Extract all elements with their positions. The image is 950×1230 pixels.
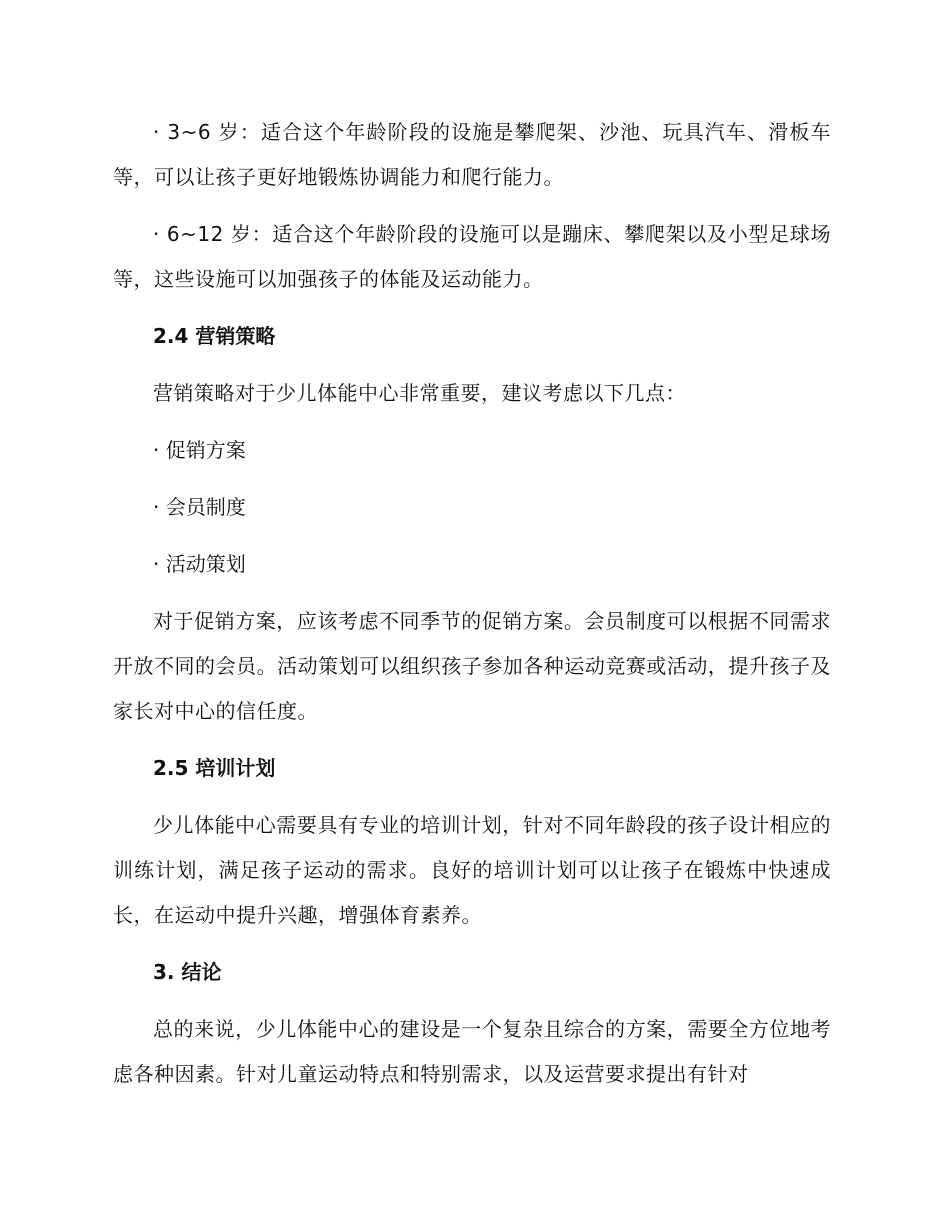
paragraph-training: 少儿体能中心需要具有专业的培训计划，针对不同年龄段的孩子设计相应的训练计划，满足孩子运动的需求。良好的培训计划可以让孩子在锻炼中快速成长，在运动中提升兴趣，增强体育素养。 xyxy=(113,813,831,927)
bullet-item-events: · 活动策划 xyxy=(153,552,246,576)
bullet-item-promotion: · 促销方案 xyxy=(153,438,246,462)
paragraph-marketing-detail: 对于促销方案，应该考虑不同季节的促销方案。会员制度可以根据不同需求开放不同的会员。活动策划可以组织孩子参加各种运动竞赛或活动，提升孩子及家长对中心的信任度。 xyxy=(113,609,831,723)
bullet-item-membership: · 会员制度 xyxy=(153,495,246,519)
heading-3: 3. 结论 xyxy=(153,960,222,984)
heading-2-5: 2.5 培训计划 xyxy=(153,756,276,780)
paragraph-age-6-12: · 6~12 岁：适合这个年龄阶段的设施可以是蹦床、攀爬架以及小型足球场等，这些设施可以加强孩子的体能及运动能力。 xyxy=(113,222,831,291)
document-page xyxy=(113,110,831,1097)
heading-2-4: 2.4 营销策略 xyxy=(153,324,276,348)
paragraph-marketing-intro: 营销策略对于少儿体能中心非常重要，建议考虑以下几点： xyxy=(153,381,686,405)
paragraph-conclusion: 总的来说，少儿体能中心的建设是一个复杂且综合的方案，需要全方位地考虑各种因素。针对儿童运动特点和特别需求，以及运营要求提出有针对 xyxy=(113,1017,831,1086)
paragraph-age-3-6: · 3~6 岁：适合这个年龄阶段的设施是攀爬架、沙池、玩具汽车、滑板车等，可以让孩子更好地锻炼协调能力和爬行能力。 xyxy=(113,120,831,189)
